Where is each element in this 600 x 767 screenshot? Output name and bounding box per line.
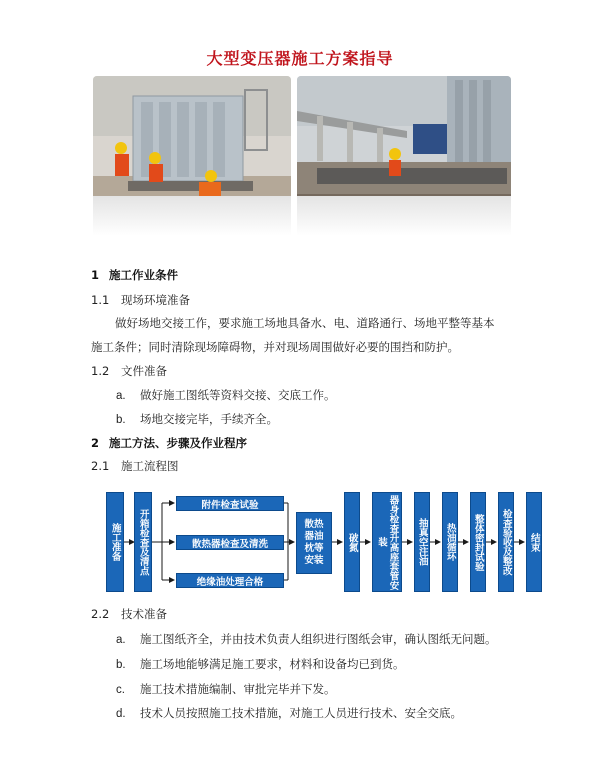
flow-step-vacuum-oil: 抽真空注油 [414,492,430,592]
section-2-1-heading [91,458,179,474]
page-title: 大型变压器施工方案指导 [206,49,394,68]
list-text: 施工技术措施编制、审批完毕并下发。 [140,682,336,696]
flow-step-end: 结束 [526,492,542,592]
section-1-2-title: 文件准备 [121,364,167,378]
list-item [116,681,336,697]
section-1-heading [91,267,178,283]
list-marker: d. [116,708,126,720]
flow-step-start-prep: 施工准备 [106,492,124,592]
list-item [116,387,336,403]
list-text: 施工场地能够满足施工要求，材料和设备均已到货。 [140,657,405,671]
flow-step-unpack-check: 开箱检查及清点 [134,492,152,592]
section-2-2-title: 技术准备 [121,607,167,621]
section-1-1-heading [91,292,190,308]
flow-step-nitrogen-release: 破氮 [344,492,360,592]
section-1-number: 1 [91,268,100,282]
list-item [116,411,278,427]
flow-step-oil-treatment: 绝缘油处理合格 [176,573,284,588]
list-text: 场地交接完毕，手续齐全。 [140,412,278,426]
list-item [116,705,462,721]
list-marker: b. [116,414,126,426]
section-2-heading [91,435,247,451]
list-marker: c. [116,684,125,696]
list-marker: b. [116,659,126,671]
section-1-1-paragraph [91,311,516,359]
list-text: 施工图纸齐全，并由技术负责人组织进行图纸会审，确认图纸无问题。 [140,632,497,646]
section-1-title: 施工作业条件 [109,268,178,282]
section-2-number: 2 [91,436,100,450]
flow-step-accessory-test: 附件检查试验 [176,496,284,511]
photo-reflection-right [297,196,511,236]
list-item [116,656,405,672]
section-2-1-title: 施工流程图 [121,459,179,473]
flow-step-radiator-clean: 散热器检查及清洗 [176,535,284,550]
flow-step-seal-test: 整体密封试验 [470,492,486,592]
flow-step-radiator-install: 散热器油枕等安装 [296,512,332,574]
section-1-2-heading [91,363,167,379]
list-text: 做好施工图纸等资料交接、交底工作。 [140,388,336,402]
section-1-2-number: 1.2 [91,364,110,378]
section-2-2-heading [91,606,167,622]
flow-step-core-inspection: 器身检查升高座套管安装 [372,492,402,592]
paragraph-line-2: 施工条件；同时清除现场障碍物，并对现场周围做好必要的围挡和防护。 [91,340,459,354]
section-1-1-number: 1.1 [91,293,110,307]
photo-reflection-left [93,196,291,236]
section-2-2-number: 2.2 [91,607,110,621]
list-marker: a. [116,634,126,646]
flow-step-hot-oil: 热油循环 [442,492,458,592]
section-2-1-number: 2.1 [91,459,110,473]
section-2-title: 施工方法、步骤及作业程序 [109,436,247,450]
list-marker: a. [116,390,126,402]
paragraph-line-1: 做好场地交接工作，要求施工场地具备水、电、道路通行、场地平整等基本 [115,316,495,330]
flow-step-acceptance: 检查验收及整改 [498,492,514,592]
section-1-1-title: 现场环境准备 [121,293,190,307]
list-item [116,631,497,647]
list-text: 技术人员按照施工技术措施，对施工人员进行技术、安全交底。 [140,706,462,720]
